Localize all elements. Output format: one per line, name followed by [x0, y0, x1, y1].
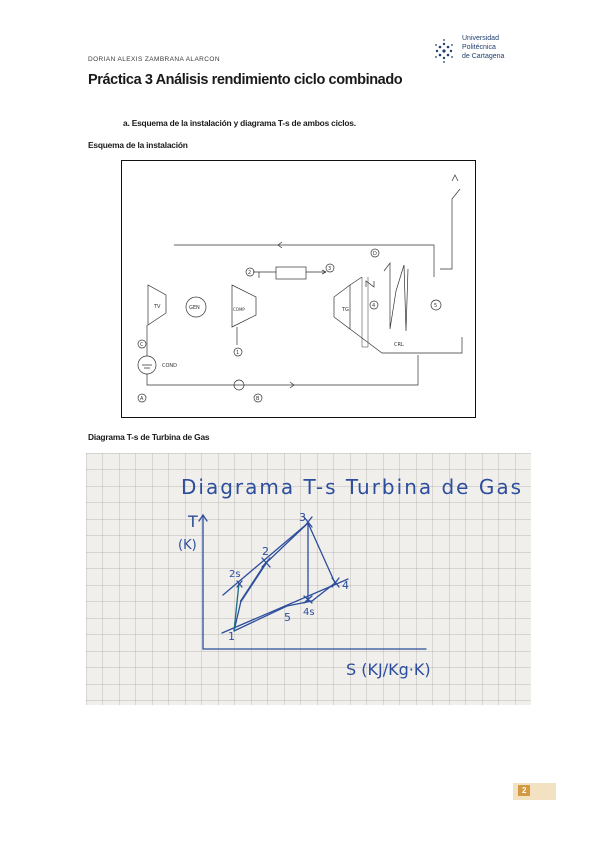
svg-text:4: 4: [372, 303, 376, 309]
section-heading-schematic: Esquema de la instalación: [88, 140, 188, 150]
diagram-title: Diagrama T-s Turbina de Gas: [181, 475, 524, 499]
label-gen: GEN: [189, 305, 200, 311]
svg-text:3: 3: [299, 511, 306, 524]
svg-text:4s: 4s: [303, 607, 315, 618]
svg-text:C: C: [140, 342, 144, 348]
label-tv: TV: [154, 304, 161, 310]
svg-text:A: A: [140, 396, 144, 402]
svg-text:5: 5: [434, 303, 438, 309]
svg-text:2s: 2s: [229, 569, 241, 580]
page-title: Práctica 3 Análisis rendimiento ciclo combinado: [88, 72, 403, 88]
label-tg: TG: [342, 307, 349, 313]
svg-text:1: 1: [236, 350, 240, 356]
label-comp: COMP: [233, 307, 245, 312]
label-cond: COND: [162, 363, 178, 369]
y-axis-label: T: [188, 512, 198, 531]
x-axis-label: S (KJ/Kg·K): [346, 660, 431, 679]
list-item-a: a. Esquema de la instalación y diagrama T-s de ambos ciclos.: [123, 118, 356, 128]
svg-text:B: B: [256, 396, 260, 402]
svg-text:2: 2: [262, 545, 269, 558]
svg-text:5: 5: [284, 611, 291, 624]
svg-text:(K): (K): [178, 538, 197, 553]
handwritten-ts-diagram: [86, 453, 531, 705]
svg-text:D: D: [373, 251, 377, 257]
svg-text:4: 4: [342, 579, 349, 592]
section-heading-ts-diagram: Diagrama T-s de Turbina de Gas: [88, 432, 210, 442]
label-crl: CRL: [394, 342, 404, 348]
installation-schematic: [121, 160, 476, 418]
svg-text:3: 3: [328, 266, 332, 272]
author-name: DORIAN ALEXIS ZAMBRANA ALARCON: [88, 56, 220, 63]
page-number: 2: [518, 785, 530, 796]
university-name: Universidad Politécnica de Cartagena: [462, 35, 505, 60]
svg-text:2: 2: [248, 270, 252, 276]
svg-text:1: 1: [228, 630, 235, 643]
